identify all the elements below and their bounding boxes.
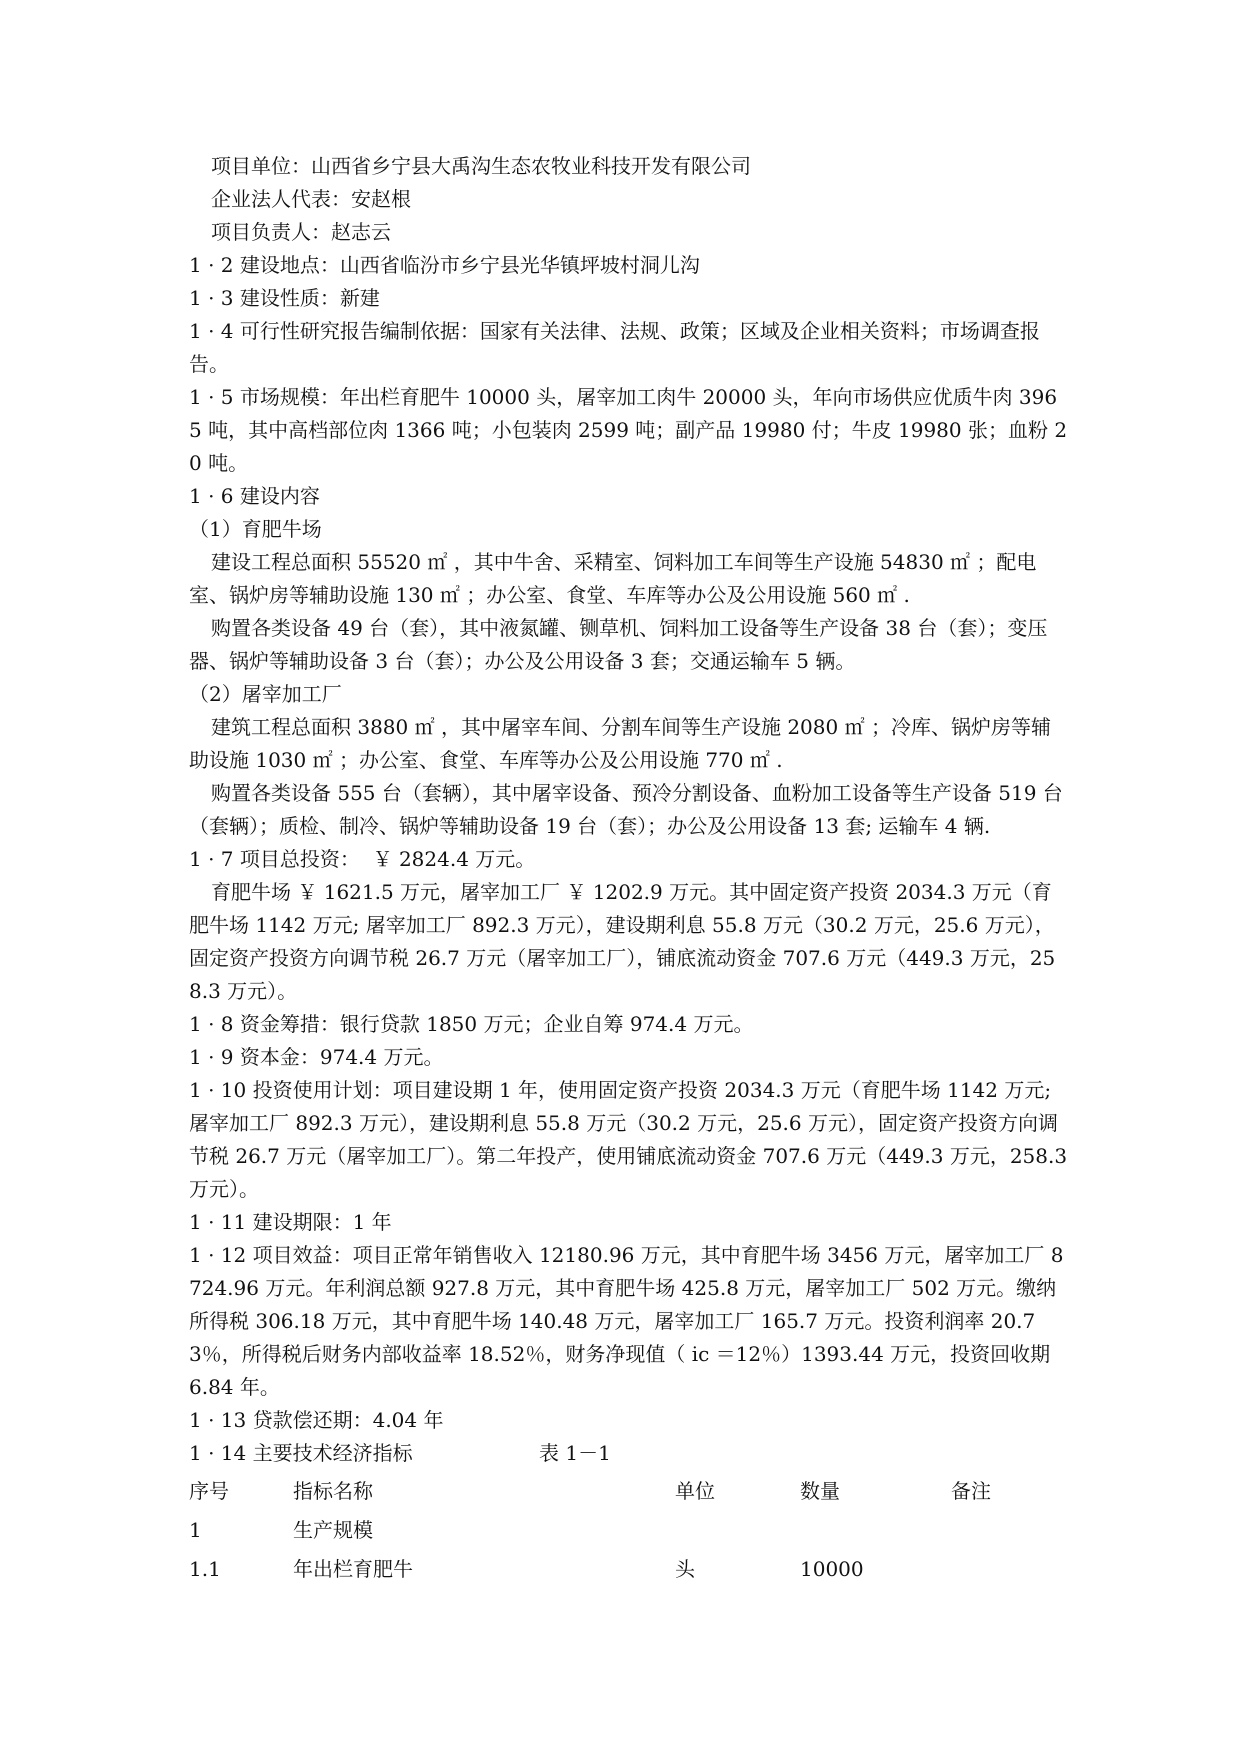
header-unit: 单位 — [675, 1479, 715, 1503]
cell-indicator-name: 年出栏育肥牛 — [293, 1557, 413, 1581]
paragraph: 建筑工程总面积 3880 ㎡ ，其中屠宰车间、分割车间等生产设施 2080 ㎡ ；冷库、锅炉房等辅助设施 1030 ㎡ ；办公室、食堂、车库等办公及公用设施 770 ㎡ . — [189, 715, 1051, 772]
header-quantity: 数量 — [800, 1479, 840, 1503]
document-body — [189, 150, 1074, 1589]
cell-index: 1.1 — [189, 1557, 221, 1581]
indicator-table — [189, 1472, 1089, 1589]
paragraph: 1 · 9 资本金：974.4 万元。 — [189, 1045, 444, 1069]
header-index: 序号 — [189, 1479, 229, 1503]
paragraph: 1 · 4 可行性研究报告编制依据：国家有关法律、法规、政策；区域及企业相关资料；市场调查报告。 — [189, 319, 1040, 376]
header-indicator-name: 指标名称 — [293, 1479, 373, 1503]
paragraph-list — [189, 150, 1074, 1437]
table-caption-number: 表 1－1 — [539, 1441, 611, 1465]
paragraph: 1 · 2 建设地点：山西省临汾市乡宁县光华镇坪坡村洞儿沟 — [189, 253, 700, 277]
table-caption-title: 1 · 14 主要技术经济指标 — [189, 1441, 413, 1465]
paragraph: 建设工程总面积 55520 ㎡ ，其中牛舍、采精室、饲料加工车间等生产设施 54830 ㎡ ；配电室、锅炉房等辅助设施 130 ㎡ ；办公室、食堂、车库等办公及公用设施 560 ㎡ . — [189, 550, 1037, 607]
paragraph: 项目负责人：赵志云 — [211, 220, 391, 244]
paragraph: 1 · 10 投资使用计划：项目建设期 1 年，使用固定资产投资 2034.3 万元（育肥牛场 1142 万元; 屠宰加工厂 892.3 万元），建设期利息 55.8 万元（30.2 万元，25.6 万元），固定资产投资方向调节税 26.7 万元（屠宰加工厂）。第二年投产，使用铺底流动资金 707.6 万元（449.3 万元，258.3 万元）。 — [189, 1078, 1074, 1201]
cell-index: 1 — [189, 1518, 202, 1542]
paragraph: （2）屠宰加工厂 — [189, 682, 342, 706]
paragraph: 1 · 12 项目效益：项目正常年销售收入 12180.96 万元，其中育肥牛场 3456 万元，屠宰加工厂 8724.96 万元。年利润总额 927.8 万元，其中育肥牛场 425.8 万元，屠宰加工厂 502 万元。缴纳所得税 306.18 万元，其中育肥牛场 140.48 万元，屠宰加工厂 165.7 万元。投资利润率 20.73％，所得税后财务内部收益率 18.52％，财务净现值（ ic ＝12％）1393.44 万元，投资回收期 6.84 年。 — [189, 1243, 1064, 1399]
cell-quantity: 10000 — [800, 1557, 864, 1581]
paragraph: 1 · 5 市场规模：年出栏育肥牛 10000 头，屠宰加工肉牛 20000 头，年向市场供应优质牛肉 3965 吨，其中高档部位肉 1366 吨；小包装肉 2599 吨；副产品 19980 付；牛皮 19980 张；血粉 20 吨。 — [189, 385, 1068, 475]
cell-indicator-name: 生产规模 — [293, 1518, 373, 1542]
paragraph: 1 · 8 资金筹措：银行贷款 1850 万元；企业自筹 974.4 万元。 — [189, 1012, 754, 1036]
paragraph: 1 · 11 建设期限：1 年 — [189, 1210, 392, 1234]
paragraph: （1）育肥牛场 — [189, 517, 322, 541]
paragraph: 1 · 3 建设性质：新建 — [189, 286, 380, 310]
paragraph: 1 · 6 建设内容 — [189, 484, 320, 508]
paragraph: 项目单位：山西省乡宁县大禹沟生态农牧业科技开发有限公司 — [211, 154, 751, 178]
paragraph: 1 · 7 项目总投资： ￥ 2824.4 万元。 — [189, 847, 536, 871]
paragraph: 育肥牛场 ￥ 1621.5 万元，屠宰加工厂 ￥ 1202.9 万元。其中固定资产投资 2034.3 万元（育肥牛场 1142 万元; 屠宰加工厂 892.3 万元），建设期利息 55.8 万元（30.2 万元，25.6 万元），固定资产投资方向调节税 26.7 万元（屠宰加工厂），铺底流动资金 707.6 万元（449.3 万元，258.3 万元）。 — [189, 880, 1056, 1003]
table-caption — [189, 1437, 1069, 1470]
header-remark: 备注 — [951, 1479, 991, 1503]
cell-unit: 头 — [675, 1557, 695, 1581]
paragraph: 企业法人代表：安赵根 — [211, 187, 411, 211]
paragraph: 购置各类设备 49 台（套），其中液氮罐、铡草机、饲料加工设备等生产设备 38 台（套）；变压器、锅炉等辅助设备 3 台（套）；办公及公用设备 3 套；交通运输车 5 辆。 — [189, 616, 1048, 673]
paragraph: 购置各类设备 555 台（套辆），其中屠宰设备、预冷分割设备、血粉加工设备等生产设备 519 台（套辆）；质检、制冷、锅炉等辅助设备 19 台（套）；办公及公用设备 13 套; 运输车 4 辆. — [189, 781, 1063, 838]
paragraph: 1 · 13 贷款偿还期：4.04 年 — [189, 1408, 444, 1432]
table-row — [189, 1550, 1089, 1589]
table-row — [189, 1511, 1089, 1550]
table-header-row — [189, 1472, 1089, 1511]
